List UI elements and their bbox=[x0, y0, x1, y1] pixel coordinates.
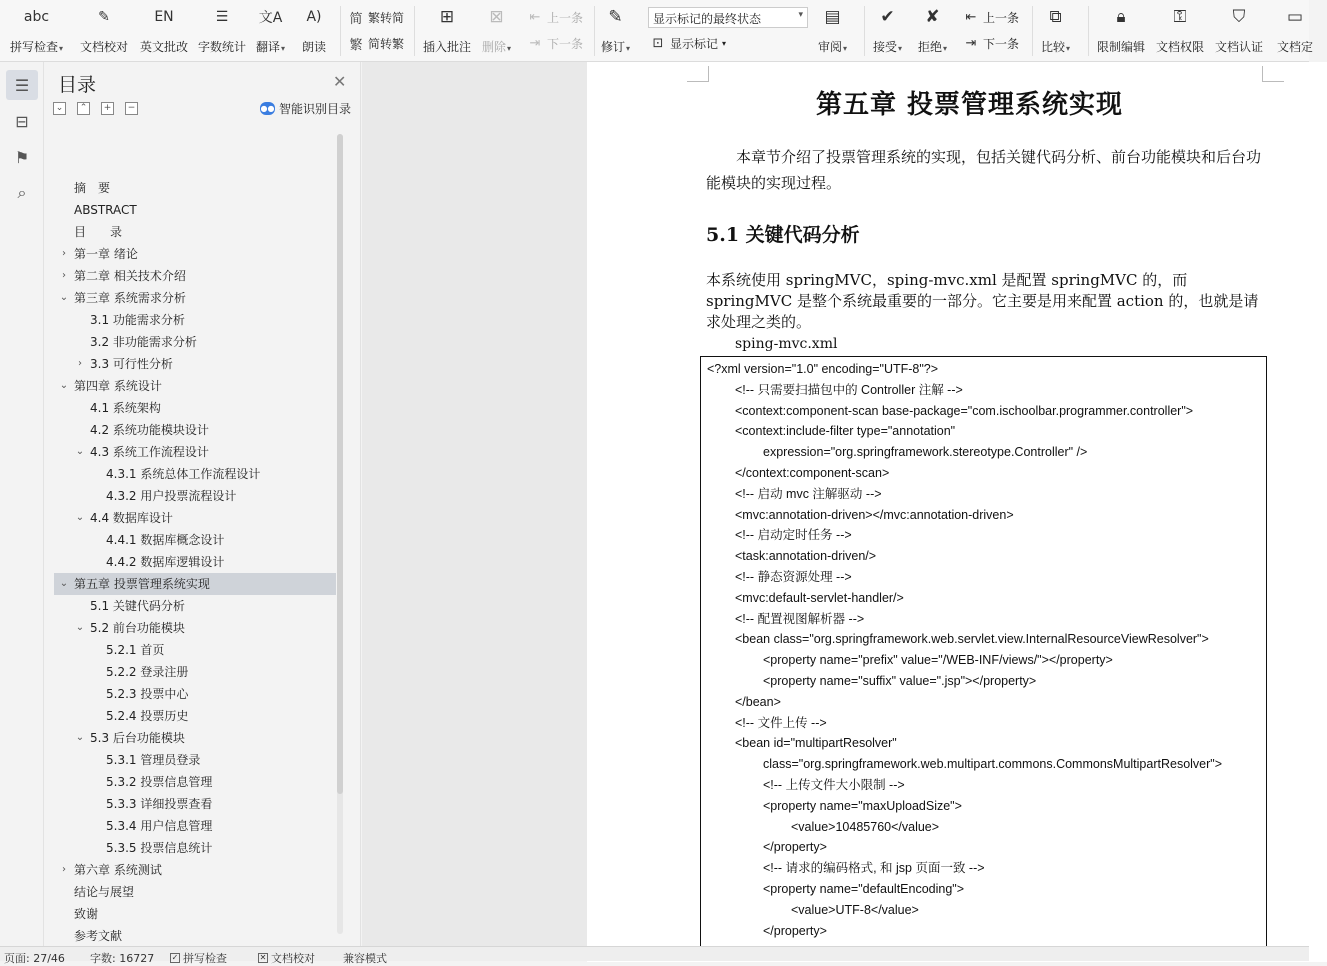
toc-item-label: 4.4.2 数据库逻辑设计 bbox=[106, 555, 225, 569]
toc-item[interactable] bbox=[54, 617, 336, 639]
code-line: <property name="suffix" value=".jsp"></property> bbox=[763, 674, 1037, 688]
toc-item-label: 第五章 投票管理系统实现 bbox=[74, 577, 210, 591]
chevron-down-icon[interactable]: ⌄ bbox=[75, 622, 85, 633]
section-nav-icon[interactable]: ⊟ bbox=[15, 111, 29, 131]
toc-item-label: 4.3 系统工作流程设计 bbox=[90, 445, 209, 459]
toc-item[interactable] bbox=[54, 837, 336, 859]
toc-item-label: ABSTRACT bbox=[74, 203, 137, 217]
track-changes-button[interactable]: ✎ 修订 ▾ bbox=[601, 4, 630, 55]
document-page[interactable] bbox=[587, 62, 1327, 962]
spellcheck-status[interactable]: ✓ 拼写检查 bbox=[171, 952, 227, 965]
toc-scrollbar[interactable] bbox=[337, 134, 343, 934]
toc-item-label: 致谢 bbox=[74, 907, 99, 921]
robot-icon: ●● bbox=[260, 104, 275, 113]
code-line: </context:component-scan> bbox=[735, 466, 890, 480]
toc-tools bbox=[53, 102, 138, 115]
toc-item[interactable] bbox=[54, 573, 336, 595]
toc-item-label: 结论与展望 bbox=[74, 885, 135, 899]
code-line: class="org.springframework.web.multipart.commons.CommonsMultipartResolver"> bbox=[763, 757, 1223, 772]
chevron-down-icon: ▾ bbox=[722, 38, 727, 48]
toc-item-label: 5.2.3 投票中心 bbox=[106, 687, 189, 701]
toc-item-label: 5.2.4 投票历史 bbox=[106, 709, 189, 723]
toc-item[interactable] bbox=[54, 859, 336, 881]
remove-heading-icon[interactable]: − bbox=[125, 102, 138, 115]
chevron-down-icon[interactable]: ⌄ bbox=[59, 380, 69, 391]
read-aloud-icon: A) bbox=[306, 9, 322, 25]
code-file-name: sping-mvc.xml bbox=[735, 336, 838, 352]
code-line: <!-- 静态资源处理 --> bbox=[735, 570, 852, 584]
markup-state-select[interactable]: 显示标记的最终状态 ▾ bbox=[648, 7, 808, 28]
next-comment-button[interactable]: ⇥ 下一条 bbox=[527, 32, 583, 54]
delete-comment-button[interactable]: ⊠ 删除 ▾ bbox=[482, 4, 511, 55]
ribbon-separator bbox=[340, 6, 341, 56]
simp-trad-icon: 繁 bbox=[349, 37, 363, 53]
chevron-right-icon[interactable]: › bbox=[78, 358, 82, 369]
code-line: <!-- 配置视图解析器 --> bbox=[735, 611, 865, 626]
toc-item-label: 第一章 绪论 bbox=[74, 247, 138, 261]
code-line: <property name="defaultEncoding"> bbox=[763, 882, 965, 896]
collapse-all-icon[interactable]: ⌄ bbox=[53, 102, 66, 115]
toc-item-label: 第六章 系统测试 bbox=[74, 863, 162, 877]
code-line: <!-- 上传文件大小限制 --> bbox=[763, 778, 905, 792]
toc-list bbox=[54, 177, 336, 947]
section-heading: 5.1 关键代码分析 bbox=[706, 224, 860, 246]
toc-item[interactable] bbox=[54, 485, 336, 507]
code-line: <bean id="multipartResolver" bbox=[735, 736, 897, 751]
wordcount-button[interactable]: ☰ 字数统计 bbox=[198, 4, 246, 55]
chevron-down-icon[interactable]: ⌄ bbox=[75, 732, 85, 743]
toc-view-icon[interactable]: ☰ bbox=[6, 70, 38, 100]
prev-change-button[interactable]: ⇤ 上一条 bbox=[963, 6, 1019, 28]
code-line: <value>UTF-8</value> bbox=[791, 902, 919, 917]
code-line: <property name="prefix" value="/WEB-INF/views/"></property> bbox=[763, 653, 1113, 668]
show-markup-icon: ⊡ bbox=[652, 35, 664, 51]
toc-item-label: 4.4 数据库设计 bbox=[90, 511, 173, 525]
code-block bbox=[700, 356, 1267, 956]
code-line: expression="org.springframework.stereotype.Controller" /> bbox=[763, 445, 1088, 460]
reject-button[interactable]: ✘ 拒绝 ▾ bbox=[918, 4, 947, 55]
chevron-right-icon[interactable]: › bbox=[62, 248, 66, 259]
toc-item[interactable] bbox=[54, 177, 336, 199]
toc-scroll-thumb[interactable] bbox=[337, 134, 343, 794]
toc-item[interactable] bbox=[54, 397, 336, 419]
section-paragraph: 本系统使用 springMVC，sping-mvc.xml 是配置 springMVC 的，而 springMVC 是整个系统最重要的一部分。它主要是用来配置 action 的，也就是请求处理之类的。 bbox=[706, 271, 1259, 331]
toc-item[interactable] bbox=[54, 309, 336, 331]
code-line: </property> bbox=[763, 840, 827, 855]
toc-item-label: 摘 要 bbox=[74, 181, 111, 195]
toc-item-label: 3.1 功能需求分析 bbox=[90, 313, 185, 327]
comment-delete-icon: ⊠ bbox=[489, 7, 504, 27]
compare-button[interactable]: ⧉ 比较 ▾ bbox=[1041, 4, 1070, 55]
toc-item[interactable] bbox=[54, 639, 336, 661]
status-bar bbox=[0, 946, 1309, 965]
ribbon-separator bbox=[1032, 6, 1033, 56]
toc-item-label: 5.2.1 首页 bbox=[106, 643, 165, 657]
page-counter[interactable]: 页面: 27/46 bbox=[4, 952, 65, 965]
chapter-heading: 第五章 投票管理系统实现 bbox=[816, 90, 1124, 120]
toc-item-label: 第二章 相关技术介绍 bbox=[74, 269, 186, 283]
proofread-icon: ✎ bbox=[98, 9, 110, 25]
abc-spellcheck-icon: abc bbox=[23, 9, 50, 25]
bookmark-icon[interactable]: ⚑ bbox=[14, 147, 30, 167]
ribbon-separator bbox=[594, 6, 595, 56]
word-count-icon: ☰ bbox=[215, 9, 229, 25]
toc-item[interactable] bbox=[54, 551, 336, 573]
code-line: <!-- 文件上传 --> bbox=[735, 715, 827, 730]
certify-icon: ⛉ bbox=[1232, 7, 1246, 27]
toc-item[interactable] bbox=[54, 727, 336, 749]
checkbox-icon: ✓ bbox=[171, 953, 179, 962]
toc-item[interactable] bbox=[54, 771, 336, 793]
toc-item[interactable] bbox=[54, 463, 336, 485]
chevron-down-icon[interactable]: ⌄ bbox=[75, 446, 85, 457]
trad-to-simp-button[interactable]: 简 繁转简 bbox=[348, 6, 404, 28]
engcheck-button[interactable]: EN 英文批改 bbox=[140, 4, 188, 55]
toc-item-label: 第三章 系统需求分析 bbox=[74, 291, 186, 305]
code-line: <context:component-scan base-package="com.ischoolbar.programmer.controller"> bbox=[735, 403, 1194, 418]
translate-button[interactable]: 文A 翻译 ▾ bbox=[256, 4, 285, 55]
track-changes-icon: ✎ bbox=[608, 7, 623, 27]
chevron-right-icon[interactable]: › bbox=[62, 864, 66, 875]
chevron-down-icon[interactable]: ⌄ bbox=[75, 512, 85, 523]
translate-icon: 文A bbox=[258, 10, 283, 26]
toc-item[interactable] bbox=[54, 595, 336, 617]
review-button[interactable]: ▤ 审阅 ▾ bbox=[818, 4, 847, 55]
code-line: <mvc:annotation-driven></mvc:annotation-driven> bbox=[735, 507, 1014, 522]
code-line: <!-- 启动 mvc 注解驱动 --> bbox=[735, 486, 882, 501]
chevron-down-icon: ▾ bbox=[798, 10, 803, 20]
search-icon[interactable]: ⌕ bbox=[17, 183, 27, 202]
read-button[interactable]: A) 朗读 bbox=[300, 4, 328, 55]
expand-up-icon[interactable]: ⌃ bbox=[77, 102, 90, 115]
checkbox-icon: ✕ bbox=[259, 953, 267, 962]
code-line: <!-- 启动定时任务 --> bbox=[735, 528, 852, 543]
toc-item[interactable] bbox=[54, 199, 336, 221]
toc-item-label: 4.3.2 用户投票流程设计 bbox=[106, 489, 237, 503]
toc-item-label: 5.3.5 投票信息统计 bbox=[106, 841, 213, 855]
toc-item-label: 第四章 系统设计 bbox=[74, 379, 162, 393]
toc-item[interactable] bbox=[54, 287, 336, 309]
toc-item-label: 5.3 后台功能模块 bbox=[90, 731, 185, 745]
code-line: <task:annotation-driven/> bbox=[735, 549, 877, 564]
toc-item-label: 5.3.2 投票信息管理 bbox=[106, 775, 213, 789]
toc-item-label: 5.3.4 用户信息管理 bbox=[106, 819, 213, 833]
code-line: <context:include-filter type="annotation" bbox=[735, 424, 956, 439]
code-line: <?xml version="1.0" encoding="UTF-8"?> bbox=[707, 362, 939, 376]
review-icon: ▤ bbox=[824, 7, 841, 27]
toc-item[interactable] bbox=[54, 705, 336, 727]
toc-item-label: 4.2 系统功能模块设计 bbox=[90, 423, 209, 437]
code-line: <mvc:default-servlet-handler/> bbox=[735, 590, 904, 605]
reject-icon: ✘ bbox=[925, 7, 940, 27]
trad-simp-icon: 简 bbox=[349, 11, 363, 27]
doc-certify-button[interactable]: ⛉ 文档认证 bbox=[1215, 4, 1263, 55]
toc-item-label: 5.3.1 管理员登录 bbox=[106, 753, 201, 767]
toc-item-label: 4.4.1 数据库概念设计 bbox=[106, 533, 225, 547]
doc-permission-button[interactable]: ⚿ 文档权限 bbox=[1156, 4, 1204, 55]
toc-item[interactable] bbox=[54, 925, 336, 947]
chevron-right-icon[interactable]: › bbox=[62, 270, 66, 281]
english-correction-icon: EN bbox=[154, 9, 174, 25]
comment-plus-icon: ⊞ bbox=[439, 7, 455, 27]
document-area[interactable] bbox=[362, 62, 1309, 946]
crop-mark bbox=[1262, 66, 1284, 82]
toc-item[interactable] bbox=[54, 881, 336, 903]
ribbon-separator bbox=[864, 6, 865, 56]
compare-icon: ⧉ bbox=[1049, 7, 1062, 27]
toc-item[interactable] bbox=[54, 221, 336, 243]
toc-item-label: 3.2 非功能需求分析 bbox=[90, 335, 197, 349]
prev-icon: ⇤ bbox=[529, 9, 541, 25]
close-icon[interactable]: ✕ bbox=[333, 72, 347, 91]
code-line: <property name="maxUploadSize"> bbox=[763, 798, 962, 813]
smart-toc-button[interactable]: ●● 智能识别目录 bbox=[260, 102, 352, 116]
permission-icon: ⚿ bbox=[1173, 7, 1187, 27]
toc-item-label: 参考文献 bbox=[74, 929, 123, 943]
toc-item[interactable] bbox=[54, 353, 336, 375]
toc-item[interactable] bbox=[54, 265, 336, 287]
next-change-button[interactable]: ⇥ 下一条 bbox=[963, 32, 1019, 54]
code-line: <value>10485760</value> bbox=[791, 819, 940, 834]
ribbon-separator bbox=[414, 6, 415, 56]
toc-item-label: 5.3.3 详细投票查看 bbox=[106, 797, 213, 811]
code-line: </bean> bbox=[735, 694, 781, 709]
toc-item[interactable] bbox=[54, 793, 336, 815]
toc-item-label: 目 录 bbox=[74, 225, 123, 239]
toc-item[interactable] bbox=[54, 375, 336, 397]
show-markup-button[interactable]: ⊡ 显示标记 ▾ bbox=[650, 32, 726, 54]
toc-panel bbox=[45, 62, 361, 946]
code-line: <!-- 请求的编码格式, 和 jsp 页面一致 --> bbox=[763, 861, 985, 876]
code-line: <bean class="org.springframework.web.servlet.view.InternalResourceViewResolver"> bbox=[735, 632, 1209, 647]
toc-item[interactable] bbox=[54, 683, 336, 705]
proofread-status[interactable]: ✕ 文档校对 bbox=[259, 952, 315, 965]
toc-item-label: 5.2 前台功能模块 bbox=[90, 621, 185, 635]
toc-item[interactable] bbox=[54, 903, 336, 925]
lock-doc-icon: 🔒︎ bbox=[1116, 7, 1126, 27]
toc-item-label: 4.1 系统架构 bbox=[90, 401, 161, 415]
word-counter[interactable]: 字数: 16727 bbox=[90, 952, 155, 965]
accept-icon: ✔ bbox=[880, 7, 895, 27]
toc-item-label: 5.2.2 登录注册 bbox=[106, 665, 189, 679]
prev-change-icon: ⇤ bbox=[965, 9, 977, 25]
toc-item-label: 5.1 关键代码分析 bbox=[90, 599, 185, 613]
crop-mark bbox=[687, 66, 709, 82]
toc-title: 目录 bbox=[58, 74, 97, 96]
simp-to-trad-button[interactable]: 繁 简转繁 bbox=[348, 32, 404, 54]
ribbon-separator bbox=[1088, 6, 1089, 56]
navigation-rail bbox=[0, 62, 44, 946]
doc-more-button[interactable]: ▭ 文档定 bbox=[1277, 4, 1313, 55]
prev-comment-button[interactable]: ⇤ 上一条 bbox=[527, 6, 583, 28]
spell-button[interactable]: abc 拼写检查 ▾ bbox=[10, 4, 63, 55]
toc-item[interactable] bbox=[54, 331, 336, 353]
toc-item[interactable] bbox=[54, 419, 336, 441]
toc-item[interactable] bbox=[54, 243, 336, 265]
chevron-down-icon[interactable]: ⌄ bbox=[59, 578, 69, 589]
restrict-edit-button[interactable]: 🔒︎ 限制编辑 bbox=[1097, 4, 1145, 55]
intro-paragraph: 本章节介绍了投票管理系统的实现，包括关键代码分析、前台功能模块和后台功能模块的实现过程。 bbox=[706, 148, 1262, 192]
code-line: </property> bbox=[763, 923, 827, 938]
insert-comment-button[interactable]: ⊞ 插入批注 bbox=[423, 4, 471, 55]
doc-more-icon: ▭ bbox=[1286, 7, 1304, 27]
accept-button[interactable]: ✔ 接受 ▾ bbox=[873, 4, 902, 55]
proof-button[interactable]: ✎ 文档校对 bbox=[80, 4, 128, 55]
chevron-down-icon[interactable]: ⌄ bbox=[59, 292, 69, 303]
compat-mode: 兼容模式 bbox=[343, 952, 387, 965]
toc-item[interactable] bbox=[54, 749, 336, 771]
toc-item-label: 4.3.1 系统总体工作流程设计 bbox=[106, 467, 261, 481]
ribbon-toolbar bbox=[0, 0, 1314, 62]
add-heading-icon[interactable]: + bbox=[101, 102, 114, 115]
toc-item[interactable] bbox=[54, 529, 336, 551]
toc-item[interactable] bbox=[54, 507, 336, 529]
toc-item-label: 3.3 可行性分析 bbox=[90, 357, 173, 371]
next-change-icon: ⇥ bbox=[965, 35, 977, 51]
toc-item[interactable] bbox=[54, 441, 336, 463]
toc-item[interactable] bbox=[54, 815, 336, 837]
code-line: <!-- 只需要扫描包中的 Controller 注解 --> bbox=[735, 382, 963, 397]
next-icon: ⇥ bbox=[529, 35, 541, 51]
toc-item[interactable] bbox=[54, 661, 336, 683]
